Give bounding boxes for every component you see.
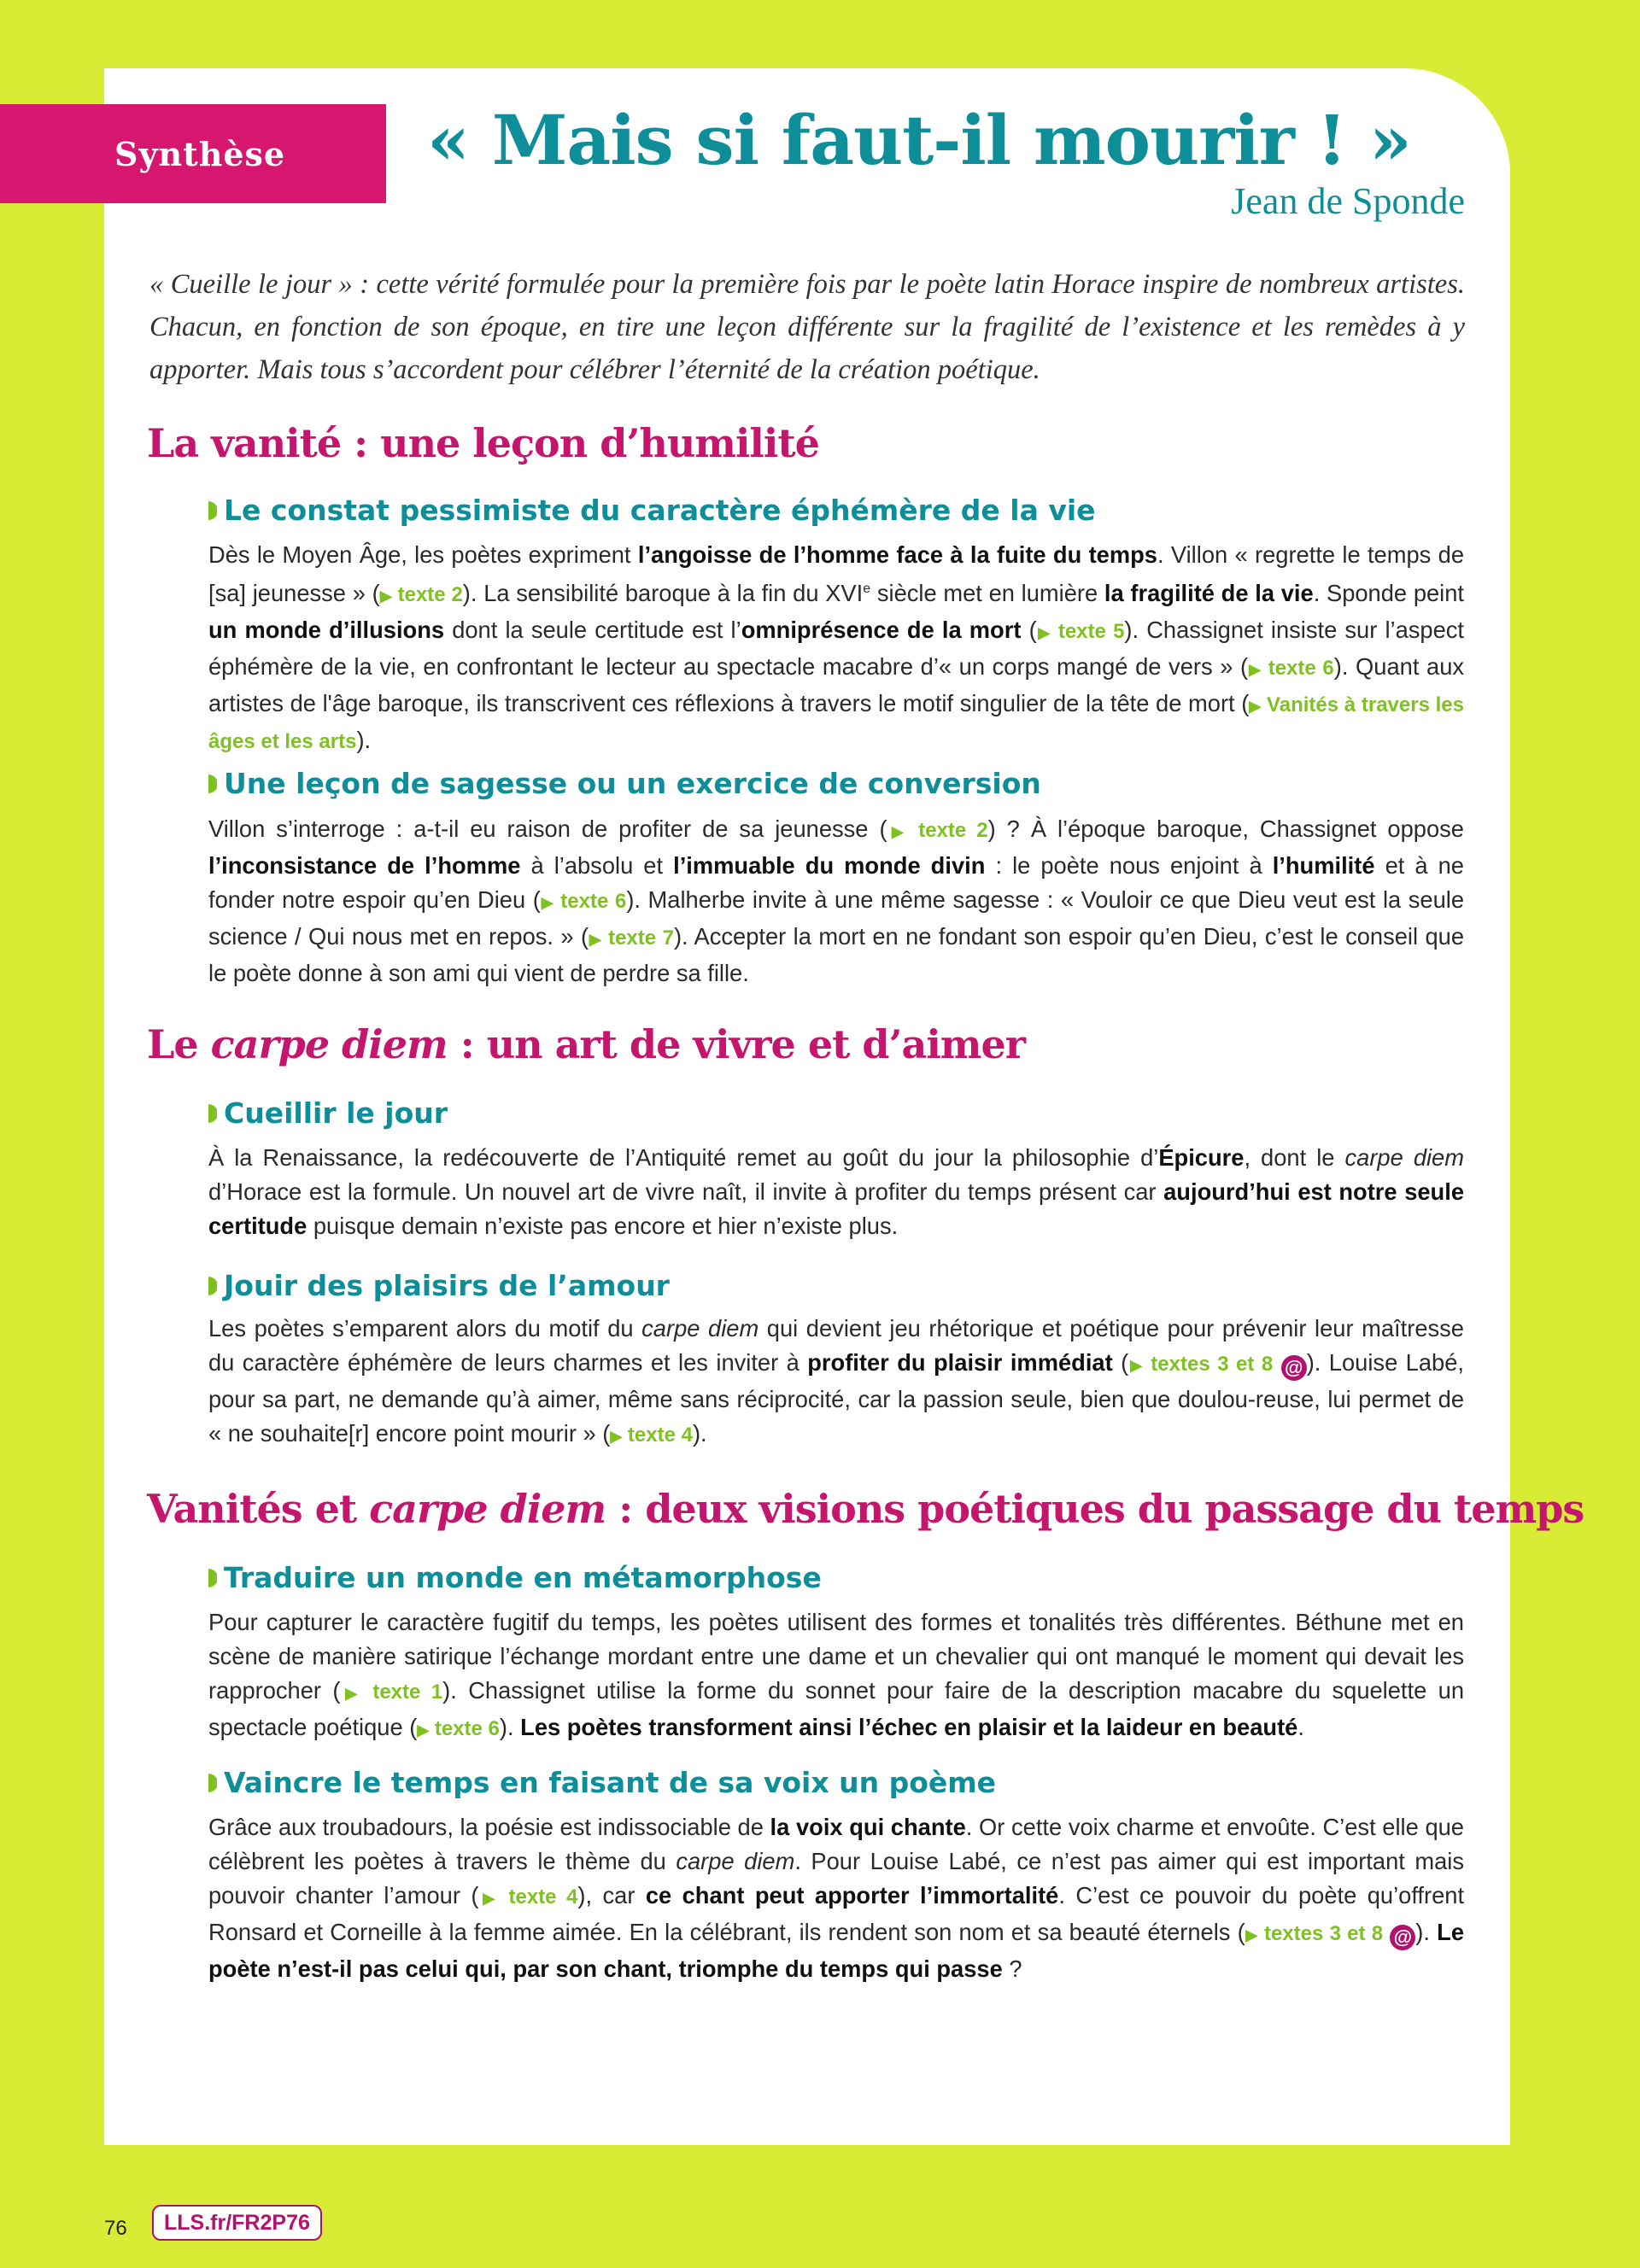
text-reference[interactable]: ▶ texte 6	[417, 1717, 500, 1740]
text-reference[interactable]: ▶ texte 6	[540, 890, 627, 913]
play-triangle-icon: ▶	[478, 1890, 499, 1907]
paragraph-constat: Dès le Moyen Âge, les poètes expriment l’angoisse de l’homme face à la fuite du temps. Villon « regrette le temps de [sa] jeunesse » (▶ texte 2). La sensibilité baroque à la fin du XVIe siècle met en lumière la fragilité de la vie. Sponde peint un monde d’illusions dont la seule certitude est l’omniprésence de la mort (▶ texte 5). Chassignet insiste sur l’aspect éphémère de la vie, en confrontant le lecteur au spectacle macabre d’« un corps mangé de vers » (▶ texte 6). Quant aux artistes de l'âge baroque, ils transcrivent ces réflexions à travers le motif singulier de la tête de mort (▶ Vanités à travers les âges et les arts).	[208, 541, 1465, 754]
paragraph-sagesse: Villon s’interroge : a-t-il eu raison de profiter de sa jeunesse (▶ texte 2) ? À l’époque baroque, Chassignet oppose l’inconsistance de l’homme à l’absolu et l’immuable du monde divin : le poète nous enjoint à l’humilité et à ne fonder notre espoir qu’en Dieu (▶ texte 6). Malherbe invite à une même sagesse : « Vouloir ce que Dieu veut est la seule science / Qui nous met en repos. » (▶ texte 7). Accepter la mort en ne fondant son espoir qu’en Dieu, c’est le conseil que le poète donne à son ami qui vient de perdre sa fille.	[208, 815, 1465, 986]
subheading-label: Cueillir le jour	[224, 1096, 448, 1130]
text-reference[interactable]: ▶ texte 1	[340, 1681, 443, 1704]
subheading-label: Une leçon de sagesse ou un exercice de conversion	[224, 767, 1041, 800]
play-triangle-icon: ▶	[540, 894, 554, 911]
play-triangle-icon: ▶	[379, 587, 392, 605]
text-reference[interactable]: ▶ texte 4	[478, 1885, 578, 1909]
section-heading-vanite: La vanité : une leçon d’humilité	[147, 420, 819, 466]
author: Jean de Sponde	[1231, 180, 1465, 222]
text-reference[interactable]: ▶ textes 3 et 8	[1128, 1353, 1274, 1376]
paragraph-metamorphose: Pour capturer le caractère fugitif du temps, les poètes utilisent des formes et tonalités très différentes. Béthune met en scène de manière satirique l’échange mordant entre une dame et un chevalier qui ont manqué le moment qui devait les rapprocher (▶ texte 1). Chassignet utilise la forme du sonnet pour faire de la description macabre du squelette un spectacle poétique (▶ texte 6). Les poètes transforment ainsi l’échec en plaisir et la laideur en beauté.	[208, 1609, 1465, 1740]
subheading-cueillir	[208, 1096, 448, 1130]
web-at-icon[interactable]: @	[1281, 1355, 1307, 1381]
play-triangle-icon: ▶	[1036, 624, 1051, 642]
play-triangle-icon: ▶	[1245, 1926, 1258, 1944]
subheading-constat	[208, 494, 1096, 527]
text-reference[interactable]: ▶ texte 5	[1036, 620, 1125, 644]
page-number: 76	[104, 2217, 127, 2240]
section-heading-deux-visions: Vanités et carpe diem : deux visions poétiques du passage du temps	[147, 1486, 1584, 1532]
subheading-label: Jouir des plaisirs de l’amour	[224, 1269, 670, 1302]
chevron-right-icon	[208, 1277, 217, 1295]
paragraph-cueillir: À la Renaissance, la redécouverte de l’Antiquité remet au goût du jour la philosophie d’Épicure, dont le carpe diem d’Horace est la formule. Un nouvel art de vivre naît, il invite à profiter du temps présent car aujourd’hui est notre seule certitude puisque demain n’existe pas encore et hier n’existe plus.	[208, 1144, 1464, 1239]
text-reference[interactable]: ▶ texte 7	[589, 926, 674, 950]
subheading-sagesse	[208, 767, 1041, 800]
play-triangle-icon: ▶	[589, 931, 602, 948]
play-triangle-icon: ▶	[340, 1685, 362, 1702]
subheading-label: Le constat pessimiste du caractère éphémère de la vie	[224, 494, 1096, 527]
play-triangle-icon: ▶	[1128, 1357, 1144, 1374]
section-heading-carpe-diem: Le carpe diem : un art de vivre et d’aimer	[147, 1021, 1025, 1067]
play-triangle-icon: ▶	[1248, 661, 1262, 679]
subheading-jouir	[208, 1269, 670, 1302]
chevron-right-icon	[208, 501, 217, 520]
page-title: « Mais si faut-il mourir ! »	[427, 100, 1411, 180]
chevron-right-icon	[208, 1569, 217, 1587]
section-tag: Synthèse	[0, 104, 386, 203]
play-triangle-icon: ▶	[417, 1721, 430, 1739]
text-reference[interactable]: ▶ textes 3 et 8	[1245, 1922, 1384, 1945]
chevron-right-icon	[208, 1774, 217, 1792]
chevron-right-icon	[208, 775, 217, 793]
subheading-label: Traduire un monde en métamorphose	[224, 1561, 822, 1594]
paragraph-jouir: Les poètes s’emparent alors du motif du carpe diem qui devient jeu rhétorique et poétique pour prévenir leur maîtresse du caractère éphémère de leurs charmes et les inviter à profiter du plaisir immédiat (▶ textes 3 et 8 @ ). Louise Labé, pour sa part, ne demande qu’à aimer, même sans réciprocité, car la passion seule, bien que doulou-reuse, lui permet de « ne souhaite[r] encore point mourir » (▶ texte 4).	[208, 1315, 1464, 1447]
subheading-metamorphose	[208, 1561, 822, 1594]
text-reference[interactable]: ▶ texte 2	[379, 583, 463, 607]
subheading-label: Vaincre le temps en faisant de sa voix un poème	[224, 1766, 997, 1799]
text-reference[interactable]: ▶ texte 2	[887, 819, 988, 842]
text-reference[interactable]: ▶ Vanités à travers les âges et les arts	[208, 693, 1465, 754]
intro-paragraph: « Cueille le jour » : cette vérité formulée pour la première fois par le poète latin Horace inspire de nombreux artistes. Chacun, en fonction de son époque, en tire une leçon différente sur la fragilité de l’existence et les remèdes à y apporter. Mais tous s’accordent pour célébrer l’éternité de la création poétique.	[149, 269, 1465, 385]
subheading-vaincre	[208, 1766, 996, 1799]
chevron-right-icon	[208, 1104, 217, 1123]
web-at-icon[interactable]: @	[1390, 1925, 1415, 1950]
play-triangle-icon: ▶	[610, 1428, 623, 1445]
text-reference[interactable]: ▶ texte 6	[1248, 657, 1334, 681]
text-reference[interactable]: ▶ texte 4	[610, 1423, 693, 1447]
paragraph-vaincre: Grâce aux troubadours, la poésie est indissociable de la voix qui chante. Or cette voix charme et envoûte. C’est elle que célèbrent les poètes à travers le thème du carpe diem. Pour Louise Labé, ce n’est pas aimer qui est important mais pouvoir chanter l’amour (▶ texte 4), car ce chant peut apporter l’immortalité. C’est ce pouvoir du poète qu’offrent Ronsard et Corneille à la femme aimée. En la célébrant, ils rendent son nom et sa beauté éternels (▶ textes 3 et 8 @ ). Le poète n’est-il pas celui qui, par son chant, triomphe du temps qui passe ?	[208, 1814, 1465, 1982]
lls-link[interactable]: LLS.fr/FR2P76	[152, 2205, 322, 2241]
play-triangle-icon: ▶	[1249, 698, 1262, 716]
play-triangle-icon: ▶	[887, 823, 909, 840]
